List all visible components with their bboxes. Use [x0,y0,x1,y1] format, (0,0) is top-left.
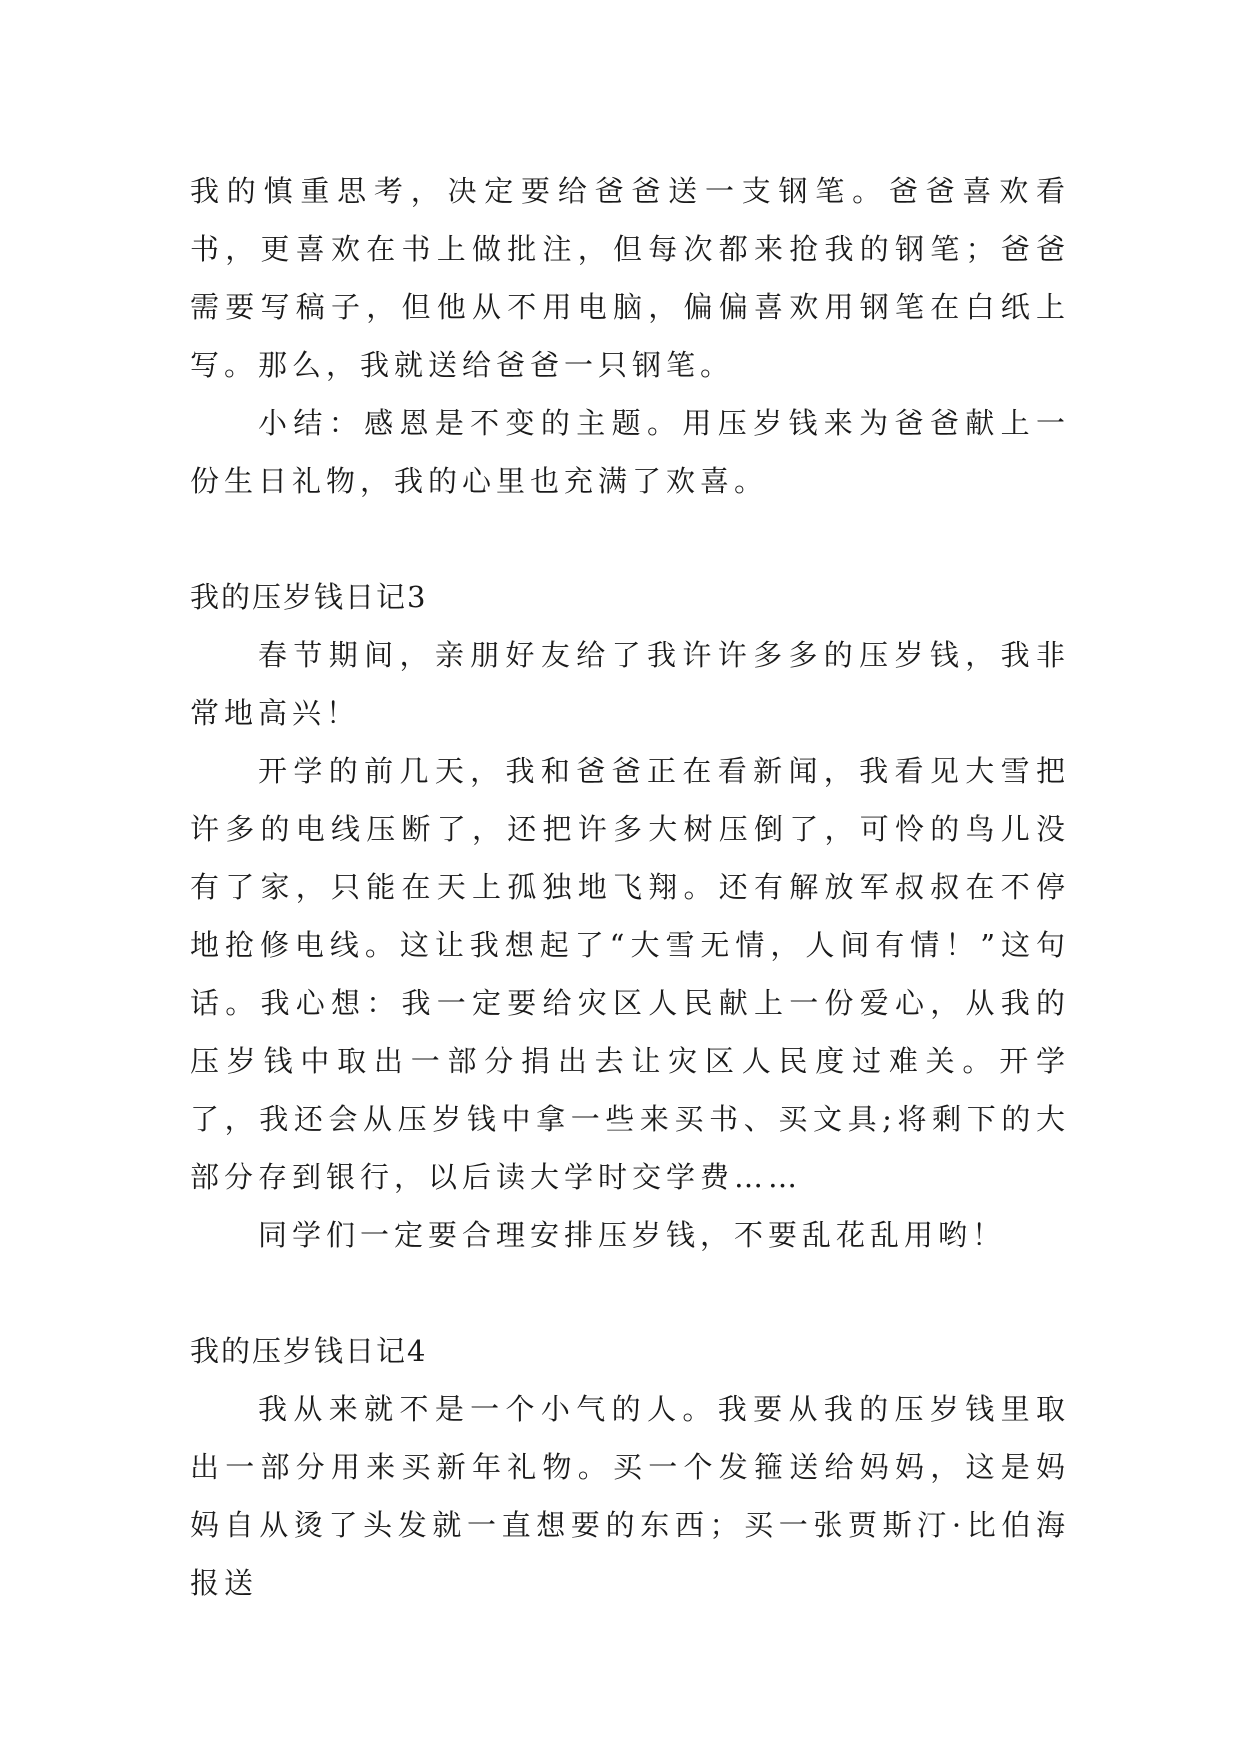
document-page [190,162,1070,1612]
paragraph-summary: 小结：感恩是不变的主题。用压岁钱来为爸爸献上一份生日礼物，我的心里也充满了欢喜。 [190,406,1070,498]
section-heading-diary-3: 我的压岁钱日记3 [190,580,428,614]
paragraph-advice: 同学们一定要合理安排压岁钱，不要乱花乱用哟！ [258,1218,1007,1252]
paragraph-snow-disaster: 开学的前几天，我和爸爸正在看新闻，我看见大雪把许多的电线压断了，还把许多大树压倒了，可怜的鸟儿没有了家，只能在天上孤独地飞翔。还有解放军叔叔在不停地抢修电线。这让我想起了“大雪无情，人间有情！”这句话。我心想：我一定要给灾区人民献上一份爱心，从我的压岁钱中取出一部分捐出去让灾区人民度过难关。开学了，我还会从压岁钱中拿一些来买书、买文具;将剩下的大部分存到银行，以后读大学时交学费…… [190,754,1070,1194]
paragraph-spring-festival: 春节期间，亲朋好友给了我许许多多的压岁钱，我非常地高兴！ [190,638,1070,730]
paragraph-gift-pen: 我的慎重思考，决定要给爸爸送一支钢笔。爸爸喜欢看书，更喜欢在书上做批注，但每次都来抢我的钢笔；爸爸需要写稿子，但他从不用电脑，偏偏喜欢用钢笔在白纸上写。那么，我就送给爸爸一只钢笔。 [190,174,1070,382]
paragraph-new-year-gifts: 我从来就不是一个小气的人。我要从我的压岁钱里取出一部分用来买新年礼物。买一个发箍送给妈妈，这是妈妈自从烫了头发就一直想要的东西；买一张贾斯汀·比伯海报送 [190,1392,1070,1600]
section-heading-diary-4: 我的压岁钱日记4 [190,1334,428,1368]
